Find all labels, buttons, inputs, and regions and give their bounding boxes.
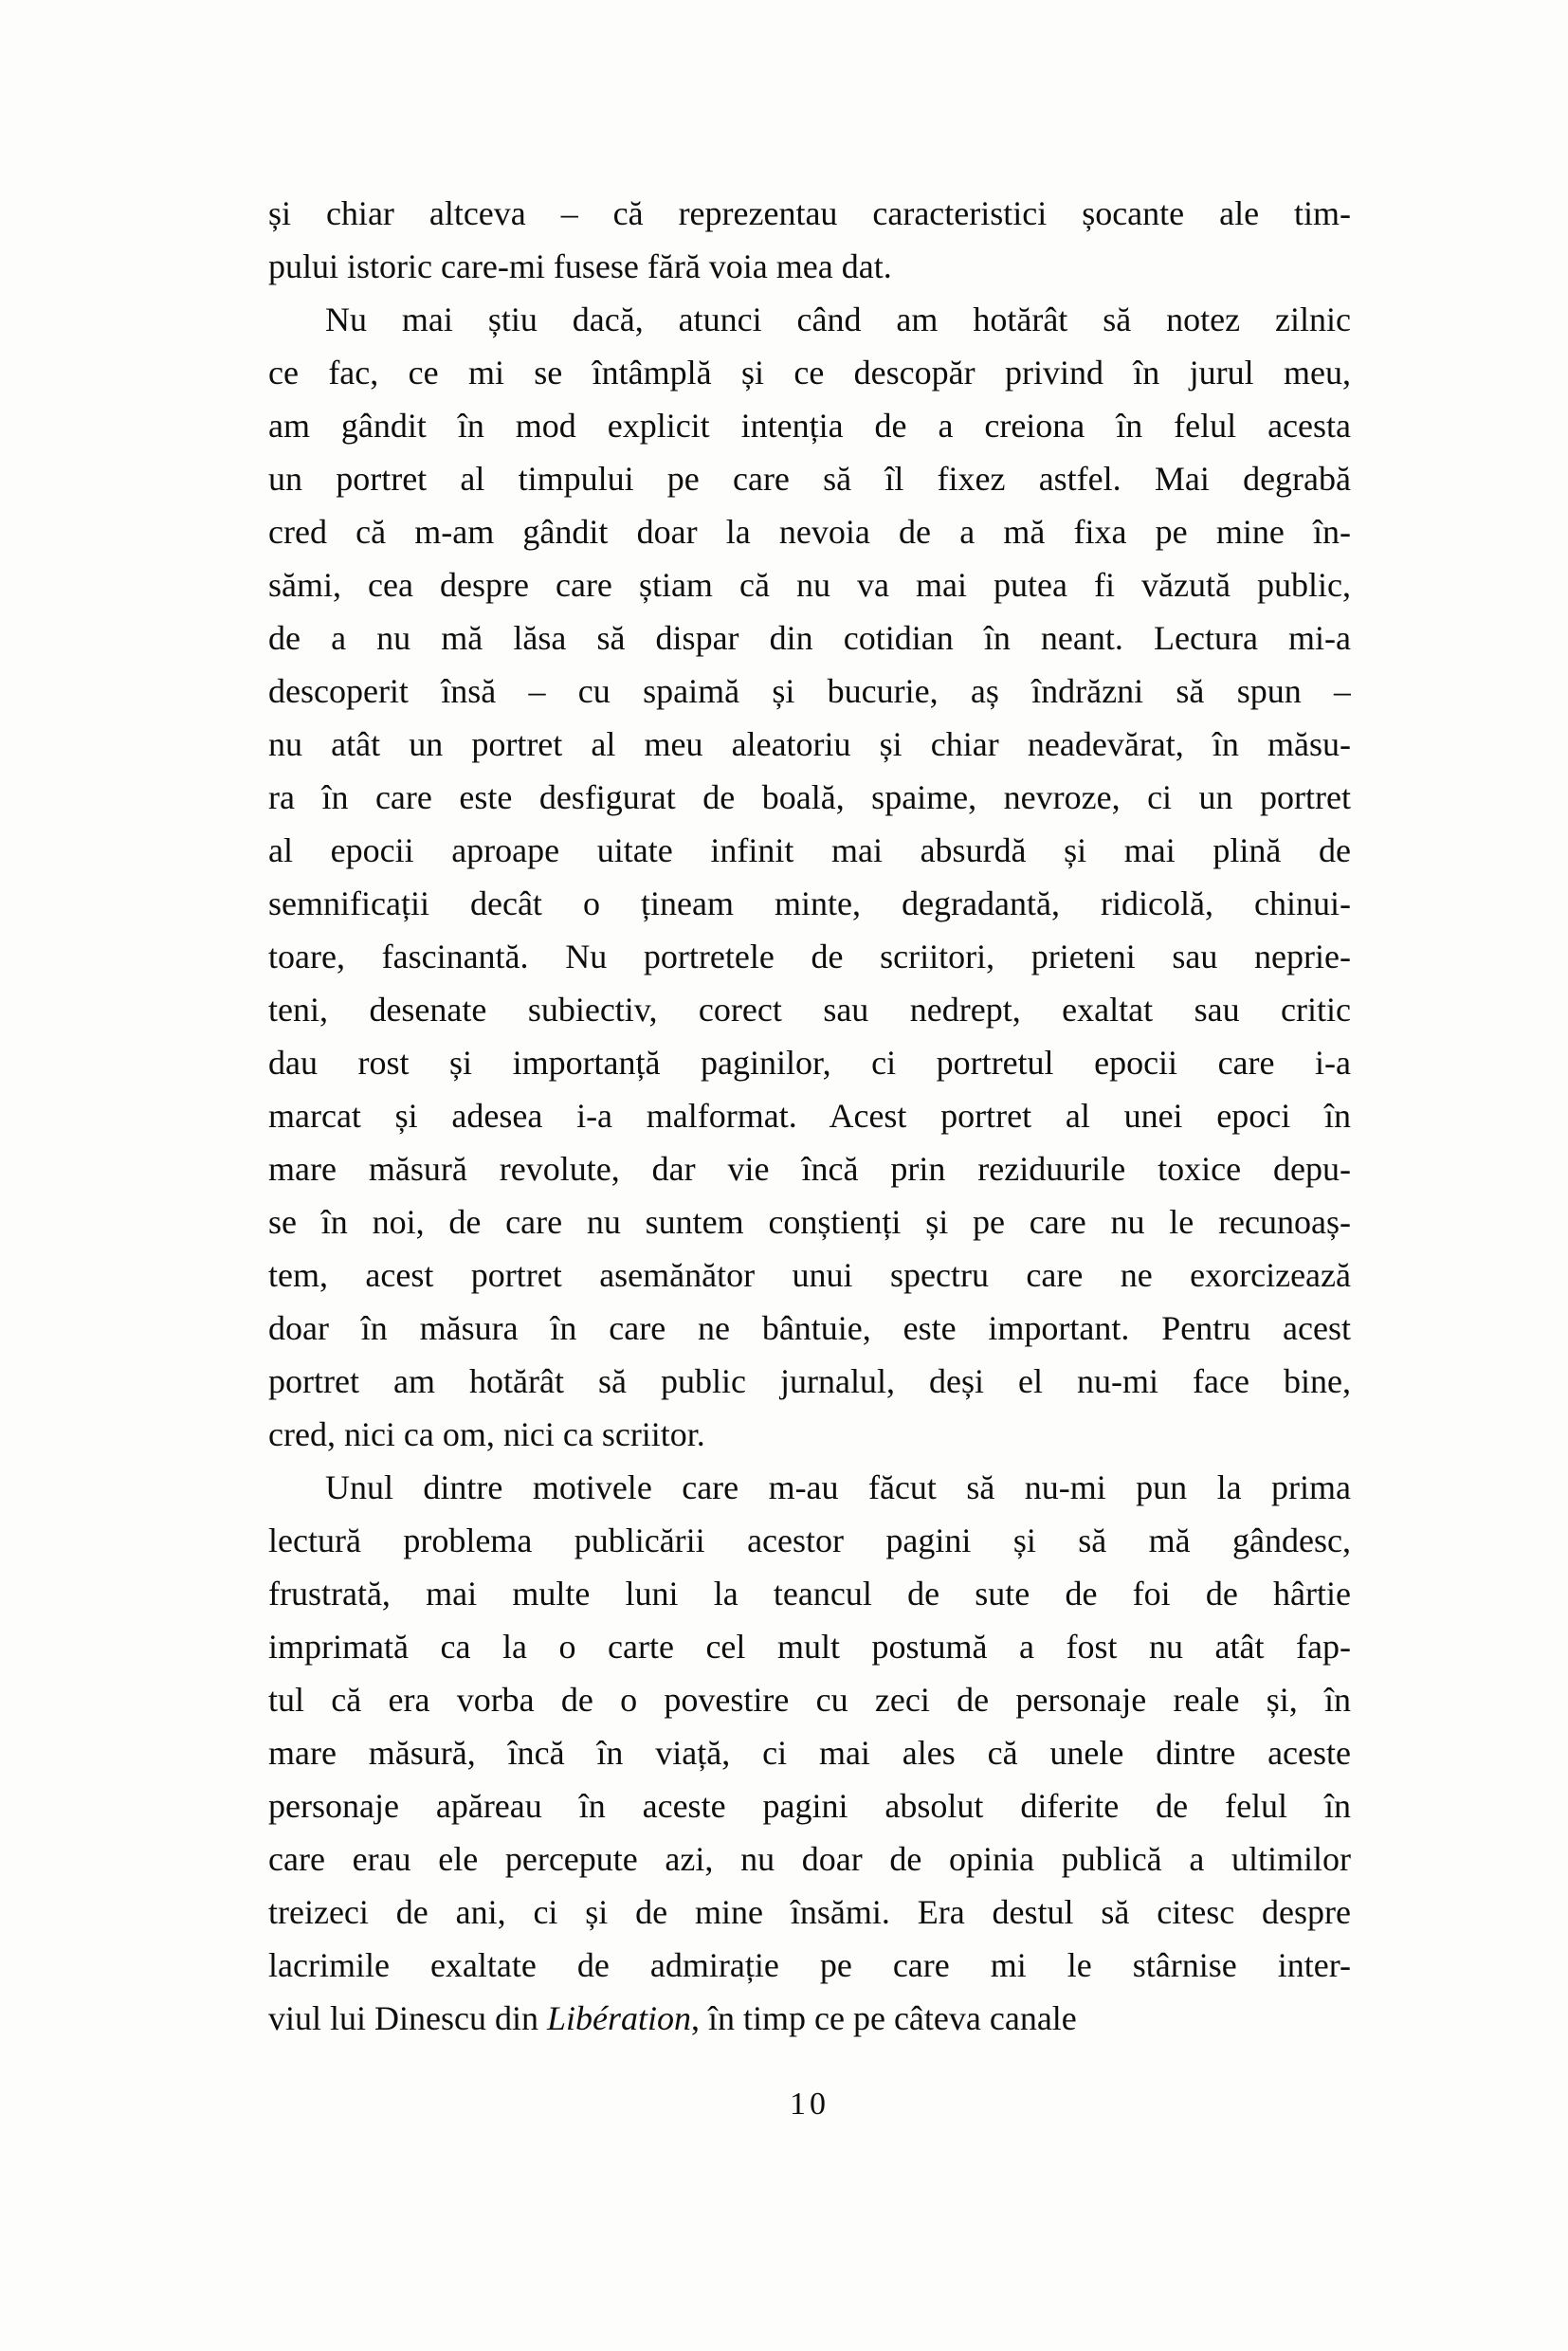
text-segment: mare măsură, încă în viață, ci mai ales că unele dintre aceste bbox=[268, 1734, 1351, 1772]
text-line bbox=[268, 1567, 1351, 1620]
text-line bbox=[268, 983, 1351, 1036]
text-line bbox=[268, 1408, 1351, 1461]
text-segment: nu atât un portret al meu aleatoriu și chiar neadevărat, în măsu- bbox=[268, 725, 1351, 763]
text-line bbox=[268, 1036, 1351, 1089]
text-line bbox=[268, 1461, 1351, 1514]
text-segment: viul lui Dinescu din bbox=[268, 1999, 547, 2037]
text-segment: am gândit în mod explicit intenția de a creiona în felul acesta bbox=[268, 407, 1351, 445]
text-line bbox=[268, 1248, 1351, 1302]
text-line bbox=[268, 1673, 1351, 1726]
text-segment: mare măsură revolute, dar vie încă prin reziduurile toxice depu- bbox=[268, 1150, 1351, 1188]
page-number: 10 bbox=[790, 2087, 830, 2122]
text-segment: toare, fascinantă. Nu portretele de scriitori, prieteni sau neprie- bbox=[268, 938, 1351, 975]
text-line bbox=[268, 665, 1351, 718]
text-line bbox=[268, 1302, 1351, 1355]
text-line bbox=[268, 1195, 1351, 1248]
text-line bbox=[268, 1726, 1351, 1779]
text-segment: portret am hotărât să public jurnalul, deși el nu-mi face bine, bbox=[268, 1362, 1351, 1400]
text-segment: Unul dintre motivele care m-au făcut să nu-mi pun la prima bbox=[325, 1468, 1351, 1506]
text-line bbox=[268, 1514, 1351, 1567]
text-segment: sămi, cea despre care știam că nu va mai putea fi văzută public, bbox=[268, 566, 1351, 604]
italic-text: Libération bbox=[546, 1999, 691, 2037]
text-segment: de a nu mă lăsa să dispar din cotidian în neant. Lectura mi-a bbox=[268, 619, 1351, 657]
text-line bbox=[268, 452, 1351, 505]
text-segment: ce fac, ce mi se întâmplă și ce descopăr privind în jurul meu, bbox=[268, 354, 1351, 392]
text-line bbox=[268, 771, 1351, 824]
text-line bbox=[268, 824, 1351, 877]
text-line bbox=[268, 1992, 1351, 2045]
text-segment: imprimată ca la o carte cel mult postumă a fost nu atât fap- bbox=[268, 1628, 1351, 1666]
text-segment: se în noi, de care nu suntem conștienți și pe care nu le recunoaș- bbox=[268, 1203, 1351, 1241]
text-line bbox=[268, 399, 1351, 452]
text-segment: și chiar altceva – că reprezentau caracteristici șocante ale tim- bbox=[268, 194, 1351, 232]
text-line bbox=[268, 1886, 1351, 1939]
text-segment: semnificații decât o țineam minte, degradantă, ridicolă, chinui- bbox=[268, 884, 1351, 922]
text-segment: teni, desenate subiectiv, corect sau nedrept, exaltat sau critic bbox=[268, 991, 1351, 1029]
text-line bbox=[268, 240, 1351, 293]
text-line bbox=[268, 1620, 1351, 1673]
text-segment: care erau ele percepute azi, nu doar de opinia publică a ultimilor bbox=[268, 1840, 1351, 1878]
text-line bbox=[268, 505, 1351, 558]
text-segment: marcat și adesea i-a malformat. Acest portret al unei epoci în bbox=[268, 1097, 1351, 1135]
text-segment: frustrată, mai multe luni la teancul de sute de foi de hârtie bbox=[268, 1575, 1351, 1613]
text-line bbox=[268, 187, 1351, 240]
text-segment: cred că m-am gândit doar la nevoia de a mă fixa pe mine în- bbox=[268, 513, 1351, 551]
text-segment: lacrimile exaltate de admirație pe care mi le stârnise inter- bbox=[268, 1946, 1351, 1984]
text-line bbox=[268, 1355, 1351, 1408]
text-line bbox=[268, 611, 1351, 665]
text-line bbox=[268, 877, 1351, 930]
text-block bbox=[268, 187, 1351, 2045]
text-line bbox=[268, 293, 1351, 346]
text-line bbox=[268, 558, 1351, 611]
text-segment: un portret al timpului pe care să îl fixez astfel. Mai degrabă bbox=[268, 460, 1351, 498]
text-segment: descoperit însă – cu spaimă și bucurie, aș îndrăzni să spun – bbox=[268, 672, 1351, 710]
text-line bbox=[268, 1142, 1351, 1195]
text-segment: tem, acest portret asemănător unui spectru care ne exorcizează bbox=[268, 1256, 1351, 1294]
text-segment: pului istoric care-mi fusese fără voia mea dat. bbox=[268, 247, 892, 285]
text-segment: dau rost și importanță paginilor, ci portretul epocii care i-a bbox=[268, 1044, 1351, 1082]
text-segment: doar în măsura în care ne bântuie, este important. Pentru acest bbox=[268, 1309, 1351, 1347]
text-segment: , în timp ce pe câteva canale bbox=[691, 1999, 1077, 2037]
text-segment: lectură problema publicării acestor pagini și să mă gândesc, bbox=[268, 1522, 1351, 1559]
text-segment: al epocii aproape uitate infinit mai absurdă și mai plină de bbox=[268, 831, 1351, 869]
text-segment: tul că era vorba de o povestire cu zeci de personaje reale și, în bbox=[268, 1681, 1351, 1719]
text-line bbox=[268, 346, 1351, 399]
text-line bbox=[268, 718, 1351, 771]
text-segment: cred, nici ca om, nici ca scriitor. bbox=[268, 1415, 705, 1453]
text-segment: ra în care este desfigurat de boală, spaime, nevroze, ci un portret bbox=[268, 778, 1351, 816]
text-segment: personaje apăreau în aceste pagini absolut diferite de felul în bbox=[268, 1787, 1351, 1825]
text-line bbox=[268, 1089, 1351, 1142]
text-line bbox=[268, 930, 1351, 983]
text-line bbox=[268, 1939, 1351, 1992]
text-segment: treizeci de ani, ci și de mine însămi. Era destul să citesc despre bbox=[268, 1893, 1351, 1931]
text-line bbox=[268, 1779, 1351, 1832]
text-line bbox=[268, 1832, 1351, 1886]
text-segment: Nu mai știu dacă, atunci când am hotărât să notez zilnic bbox=[325, 301, 1351, 338]
